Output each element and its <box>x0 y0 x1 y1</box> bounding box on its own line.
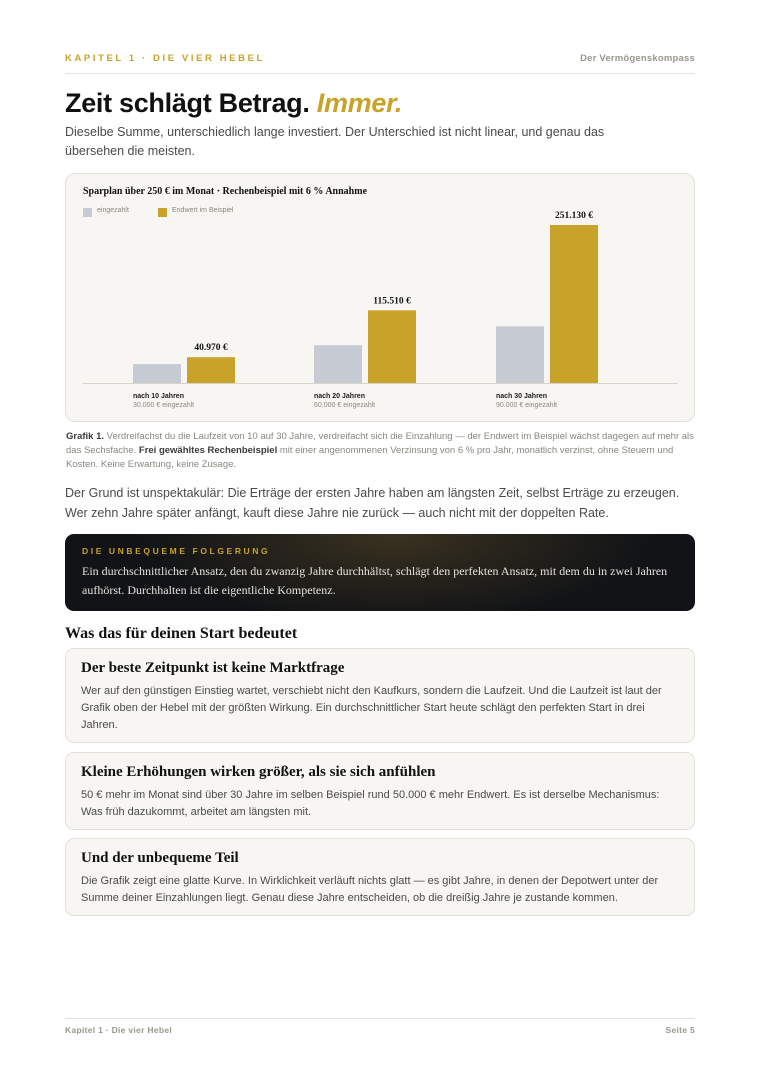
bar-paid <box>496 326 544 383</box>
caption-bold: Frei gewähltes Rechenbeispiel <box>138 445 278 456</box>
bar-paid <box>133 364 181 383</box>
info-card <box>65 838 695 916</box>
category-label: nach 20 Jahren <box>314 393 365 400</box>
book-title: Der Vermögenskompass <box>580 53 695 64</box>
card-text: Wer auf den günstigen Einstieg wartet, verschiebt nicht den Kaufkurs, sondern die Laufzeit. Und die Laufzeit ist laut der Grafik oben der Hebel mit der größten Wirkung. Ein durchschnittlicher Start heute schlägt den perfekten Start in drei Jahren. <box>81 685 662 731</box>
caption-text-2: mit einer angenommenen Verzinsung von 6 % pro Jahr, monatlich verzinst, ohne Steuern und Kosten. Keine Erwartung, keine Zusage. <box>66 445 674 470</box>
category-label: nach 30 Jahren <box>496 393 547 400</box>
bar-paid <box>314 345 362 383</box>
running-header <box>65 53 695 74</box>
chart-title: Sparplan über 250 € im Monat · Rechenbeispiel mit 6 % Annahme <box>83 186 368 197</box>
data-label: 40.970 € <box>194 343 228 354</box>
caption-label: Grafik 1. <box>66 431 105 442</box>
callout-text: Ein durchschnittlicher Ansatz, den du zwanzig Jahre durchhältst, schlägt den perfekten Ansatz, mit dem du in zwei Jahren aufhörst. Durchhalten ist die eigentliche Kompetenz. <box>82 564 668 597</box>
running-footer <box>65 1018 695 1038</box>
data-label: 251.130 € <box>555 211 593 221</box>
section-title: Was das für deinen Start bedeutet <box>65 625 298 642</box>
document-page <box>65 0 695 1075</box>
caption-text-1: Verdreifachst du die Laufzeit von 10 auf 30 Jahre, verdreifacht sich die Einzahlung — der Endwert im Beispiel wächst dagegen auf mehr als das Sechsfache. <box>66 431 694 456</box>
callout-box <box>65 534 695 611</box>
card-title: Kleine Erhöhungen wirken größer, als sie sich anfühlen <box>81 764 436 780</box>
title-main: Zeit schlägt Betrag. <box>65 88 310 118</box>
figure-caption <box>66 430 696 472</box>
category-sublabel: 90.000 € eingezahlt <box>496 402 558 409</box>
card-text: 50 € mehr im Monat sind über 30 Jahre im selben Beispiel rund 50.000 € mehr Endwert. Es ist derselbe Mechanismus: Was früh dazukommt, arbeitet am längsten mit. <box>81 789 660 818</box>
callout-label: DIE UNBEQUEME FOLGERUNG <box>82 546 271 556</box>
card-title: Der beste Zeitpunkt ist keine Marktfrage <box>81 660 345 676</box>
bar-endvalue <box>550 225 598 383</box>
info-card <box>65 648 695 743</box>
lead-paragraph: Dieselbe Summe, unterschiedlich lange investiert. Der Unterschied ist nicht linear, und genau das übersehen die meisten. <box>65 125 605 158</box>
chapter-label: KAPITEL 1 · DIE VIER HEBEL <box>65 53 265 64</box>
legend-label-paid: eingezahlt <box>97 207 129 214</box>
legend-swatch-endvalue <box>158 208 167 217</box>
info-card <box>65 752 695 830</box>
card-text: Die Grafik zeigt eine glatte Kurve. In Wirklichkeit verläuft nichts glatt — es gibt Jahre, in denen der Depotwert unter der Summe deiner Einzahlungen liegt. Genau diese Jahre entscheiden, ob die dreißig Jahre je zustande kommen. <box>81 875 659 904</box>
bar-endvalue <box>368 310 416 383</box>
category-sublabel: 30.000 € eingezahlt <box>133 402 195 409</box>
category-sublabel: 60.000 € eingezahlt <box>314 402 376 409</box>
card-title: Und der unbequeme Teil <box>81 850 239 866</box>
category-label: nach 10 Jahren <box>133 393 184 400</box>
chart-card <box>65 173 695 422</box>
page-number: Seite 5 <box>665 1025 695 1035</box>
legend-label-endvalue: Endwert im Beispiel <box>172 207 234 214</box>
body-paragraph: Der Grund ist unspektakulär: Die Erträge der ersten Jahre haben am längsten Zeit, selbst Erträge zu erzeugen. Wer zehn Jahre später anfängt, kauft diese Jahre nie zurück — auch nicht mit der doppelten Rate. <box>65 486 680 520</box>
title-accent: Immer. <box>316 88 403 118</box>
bar-endvalue <box>187 357 235 383</box>
page-title <box>65 88 402 119</box>
data-label: 115.510 € <box>373 296 411 307</box>
footer-chapter: Kapitel 1 · Die vier Hebel <box>65 1025 173 1035</box>
legend-swatch-paid <box>83 208 92 217</box>
